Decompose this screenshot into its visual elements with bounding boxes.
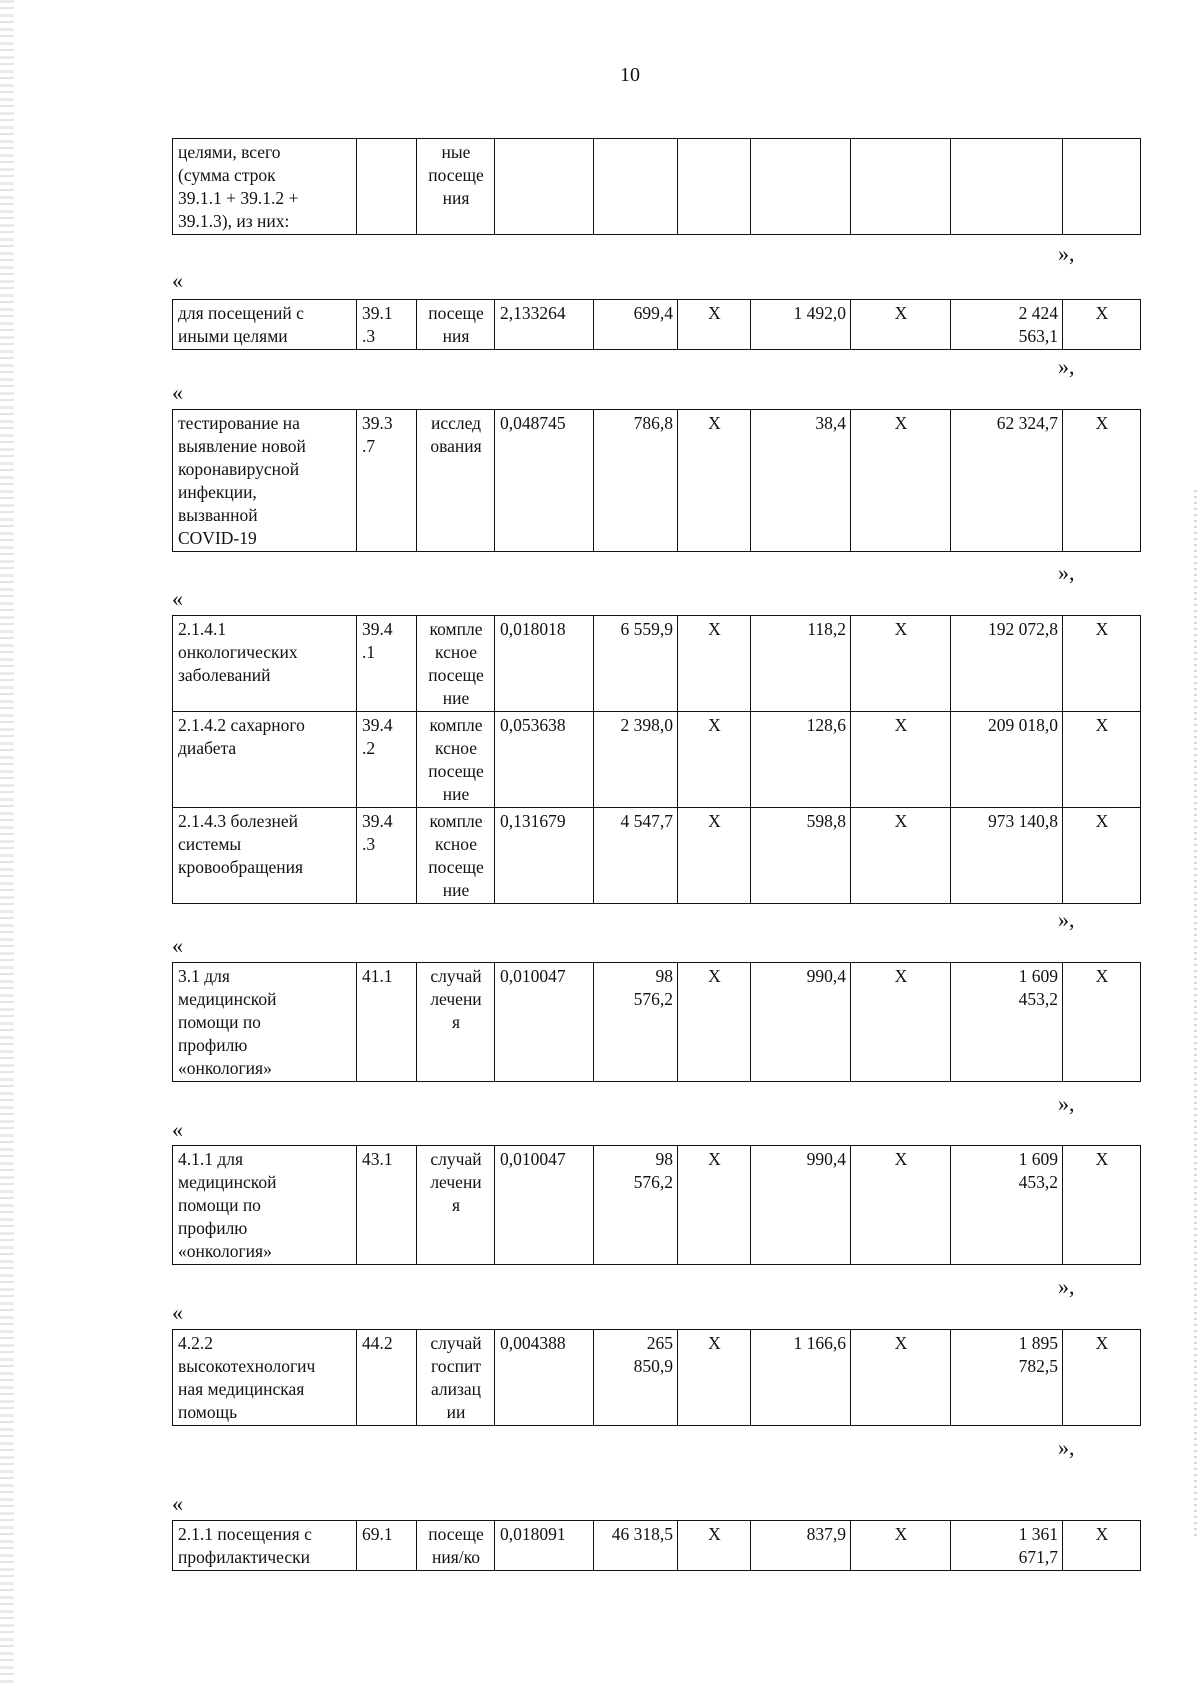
row-name-cell: целями, всего (сумма строк 39.1.1 + 39.1.2 + 39.1.3), из них: — [173, 139, 357, 235]
row-x-cell: X — [678, 963, 751, 1082]
table-segment-5 — [172, 962, 1141, 1082]
table-row — [173, 808, 1141, 904]
row-cost-cell: 6 559,9 — [594, 616, 678, 712]
row-value-cell: 990,4 — [751, 1146, 851, 1265]
row-sum-cell — [951, 139, 1063, 235]
row-cost-cell: 98 576,2 — [594, 963, 678, 1082]
row-x-cell: X — [851, 1330, 951, 1426]
row-x-cell — [851, 139, 951, 235]
row-x-cell: X — [1063, 963, 1141, 1082]
row-value-cell: 1 166,6 — [751, 1330, 851, 1426]
table-row — [173, 616, 1141, 712]
row-unit-cell: исслед ования — [417, 410, 495, 552]
row-name-cell: тестирование на выявление новой коронавирусной инфекции, вызванной COVID-19 — [173, 410, 357, 552]
row-norm-cell: 0,004388 — [495, 1330, 594, 1426]
row-cost-cell: 265 850,9 — [594, 1330, 678, 1426]
opening-quote: « — [172, 1491, 183, 1516]
row-x-cell: X — [851, 808, 951, 904]
row-name-cell: 4.2.2 высокотехнологич ная медицинская помощь — [173, 1330, 357, 1426]
row-unit-cell: компле ксное посеще ние — [417, 712, 495, 808]
row-sum-cell: 1 361 671,7 — [951, 1521, 1063, 1571]
opening-quote: « — [172, 268, 183, 293]
row-x-cell: X — [851, 1521, 951, 1571]
row-sum-cell: 1 609 453,2 — [951, 963, 1063, 1082]
closing-quote: », — [1058, 1274, 1075, 1299]
row-x-cell: X — [678, 808, 751, 904]
table-row — [173, 1330, 1141, 1426]
row-value-cell: 990,4 — [751, 963, 851, 1082]
row-name-cell: 2.1.4.2 сахарного диабета — [173, 712, 357, 808]
row-x-cell: X — [1063, 712, 1141, 808]
row-code-cell: 39.4 .1 — [357, 616, 417, 712]
row-x-cell: X — [1063, 808, 1141, 904]
row-norm-cell: 0,131679 — [495, 808, 594, 904]
closing-quote: », — [1058, 907, 1075, 932]
row-x-cell: X — [851, 410, 951, 552]
closing-quote: », — [1058, 1091, 1075, 1116]
row-cost-cell: 4 547,7 — [594, 808, 678, 904]
row-sum-cell: 1 609 453,2 — [951, 1146, 1063, 1265]
opening-quote: « — [172, 933, 183, 958]
row-name-cell: 4.1.1 для медицинской помощи по профилю «онкология» — [173, 1146, 357, 1265]
row-unit-cell: компле ксное посеще ние — [417, 616, 495, 712]
row-code-cell: 39.4 .2 — [357, 712, 417, 808]
table-segment-1 — [172, 138, 1141, 235]
row-unit-cell: случай лечени я — [417, 1146, 495, 1265]
row-x-cell: X — [1063, 616, 1141, 712]
table-row — [173, 712, 1141, 808]
row-code-cell: 43.1 — [357, 1146, 417, 1265]
row-unit-cell: ные посеще ния — [417, 139, 495, 235]
row-value-cell: 837,9 — [751, 1521, 851, 1571]
row-cost-cell: 2 398,0 — [594, 712, 678, 808]
row-unit-cell: посеще ния — [417, 300, 495, 350]
page-number: 10 — [620, 64, 640, 86]
row-cost-cell: 699,4 — [594, 300, 678, 350]
row-value-cell — [751, 139, 851, 235]
row-name-cell: 3.1 для медицинской помощи по профилю «онкология» — [173, 963, 357, 1082]
table-row — [173, 1521, 1141, 1571]
row-name-cell: 2.1.1 посещения с профилактически — [173, 1521, 357, 1571]
row-x-cell: X — [678, 1146, 751, 1265]
row-norm-cell: 0,048745 — [495, 410, 594, 552]
row-x-cell — [1063, 139, 1141, 235]
row-x-cell: X — [678, 1521, 751, 1571]
row-unit-cell: посеще ния/ко — [417, 1521, 495, 1571]
row-cost-cell: 98 576,2 — [594, 1146, 678, 1265]
row-x-cell: X — [851, 963, 951, 1082]
table-segment-4 — [172, 615, 1141, 904]
table-segment-2 — [172, 299, 1141, 350]
table-row — [173, 963, 1141, 1082]
row-x-cell: X — [678, 1330, 751, 1426]
row-norm-cell: 0,010047 — [495, 1146, 594, 1265]
row-sum-cell: 973 140,8 — [951, 808, 1063, 904]
row-x-cell: X — [851, 1146, 951, 1265]
table-row — [173, 139, 1141, 235]
row-code-cell: 41.1 — [357, 963, 417, 1082]
table-row — [173, 1146, 1141, 1265]
table-segment-6 — [172, 1145, 1141, 1265]
row-norm-cell: 2,133264 — [495, 300, 594, 350]
row-sum-cell: 192 072,8 — [951, 616, 1063, 712]
row-unit-cell: компле ксное посеще ние — [417, 808, 495, 904]
table-row — [173, 410, 1141, 552]
row-norm-cell: 0,010047 — [495, 963, 594, 1082]
closing-quote: », — [1058, 354, 1075, 379]
scan-edge-left — [0, 0, 14, 1686]
closing-quote: », — [1058, 1435, 1075, 1460]
scan-edge-right — [1194, 490, 1197, 1540]
row-x-cell: X — [1063, 1146, 1141, 1265]
closing-quote: », — [1058, 241, 1075, 266]
row-code-cell: 39.4 .3 — [357, 808, 417, 904]
row-sum-cell: 1 895 782,5 — [951, 1330, 1063, 1426]
row-sum-cell: 62 324,7 — [951, 410, 1063, 552]
opening-quote: « — [172, 1117, 183, 1142]
row-value-cell: 38,4 — [751, 410, 851, 552]
row-name-cell: 2.1.4.3 болезней системы кровообращения — [173, 808, 357, 904]
row-sum-cell: 2 424 563,1 — [951, 300, 1063, 350]
row-x-cell: X — [1063, 300, 1141, 350]
table-segment-8 — [172, 1520, 1141, 1571]
row-value-cell: 118,2 — [751, 616, 851, 712]
row-norm-cell — [495, 139, 594, 235]
row-unit-cell: случай госпит ализац ии — [417, 1330, 495, 1426]
table-segment-3 — [172, 409, 1141, 552]
row-x-cell: X — [1063, 1330, 1141, 1426]
row-code-cell: 39.3 .7 — [357, 410, 417, 552]
row-norm-cell: 0,018091 — [495, 1521, 594, 1571]
row-value-cell: 598,8 — [751, 808, 851, 904]
row-x-cell — [678, 139, 751, 235]
row-value-cell: 1 492,0 — [751, 300, 851, 350]
row-name-cell: 2.1.4.1 онкологических заболеваний — [173, 616, 357, 712]
row-name-cell: для посещений с иными целями — [173, 300, 357, 350]
row-cost-cell — [594, 139, 678, 235]
closing-quote: », — [1058, 560, 1075, 585]
row-norm-cell: 0,018018 — [495, 616, 594, 712]
row-code-cell: 44.2 — [357, 1330, 417, 1426]
row-x-cell: X — [1063, 1521, 1141, 1571]
row-x-cell: X — [1063, 410, 1141, 552]
opening-quote: « — [172, 380, 183, 405]
row-code-cell: 39.1 .3 — [357, 300, 417, 350]
table-segment-7 — [172, 1329, 1141, 1426]
row-x-cell: X — [678, 712, 751, 808]
opening-quote: « — [172, 1300, 183, 1325]
row-cost-cell: 46 318,5 — [594, 1521, 678, 1571]
row-x-cell: X — [851, 616, 951, 712]
row-x-cell: X — [678, 616, 751, 712]
row-x-cell: X — [678, 410, 751, 552]
row-x-cell: X — [678, 300, 751, 350]
row-x-cell: X — [851, 300, 951, 350]
row-code-cell — [357, 139, 417, 235]
row-code-cell: 69.1 — [357, 1521, 417, 1571]
row-norm-cell: 0,053638 — [495, 712, 594, 808]
opening-quote: « — [172, 586, 183, 611]
row-cost-cell: 786,8 — [594, 410, 678, 552]
row-unit-cell: случай лечени я — [417, 963, 495, 1082]
row-x-cell: X — [851, 712, 951, 808]
table-row — [173, 300, 1141, 350]
row-sum-cell: 209 018,0 — [951, 712, 1063, 808]
row-value-cell: 128,6 — [751, 712, 851, 808]
